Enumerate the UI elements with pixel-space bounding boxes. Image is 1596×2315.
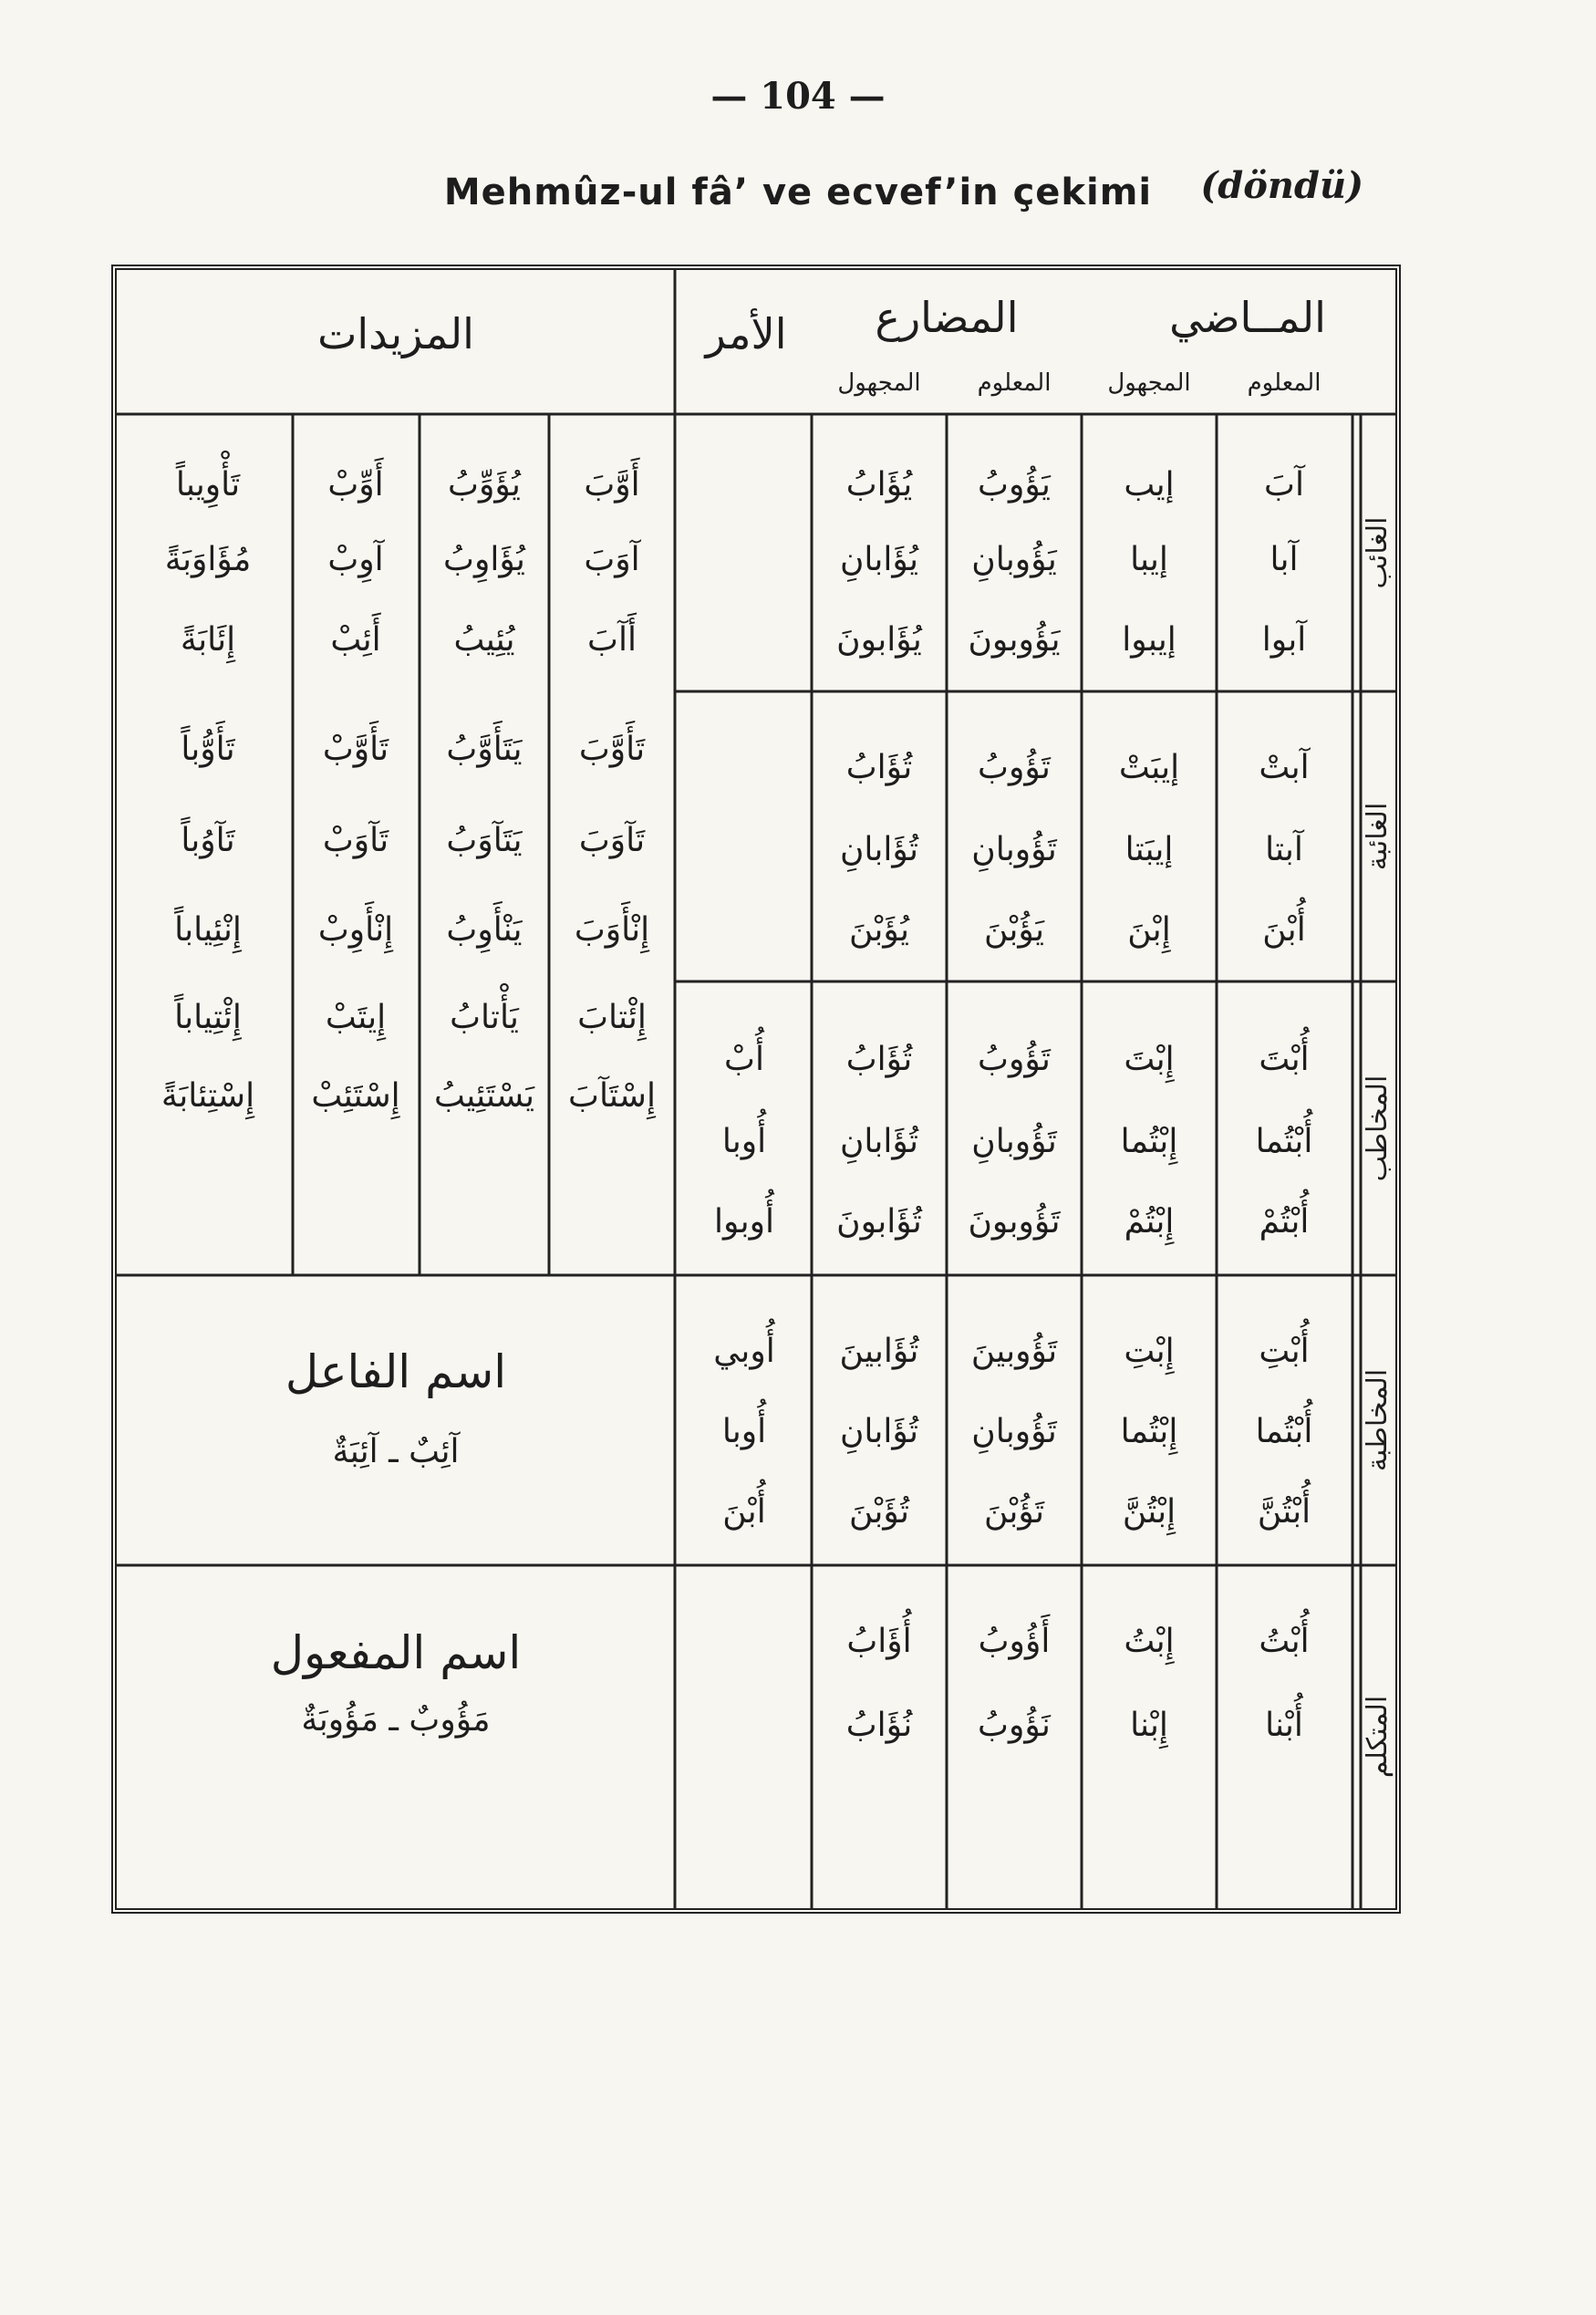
mazidat-madi: تَأَوَّبَ bbox=[578, 731, 646, 768]
ism-maful-title: اسم المفعول bbox=[270, 1626, 522, 1679]
mazidat-madi: أَآبَ bbox=[587, 621, 637, 659]
cell-majhul-madi: إِبْتَ bbox=[1124, 1041, 1175, 1078]
mazidat-madi: إِسْتَآبَ bbox=[568, 1077, 656, 1115]
cell-majhul-madi: إيب bbox=[1124, 466, 1175, 503]
cell-majhul-madi: إِبْتُما bbox=[1120, 1413, 1178, 1450]
mazidat-masdar: مُؤَاوَبَةً bbox=[164, 541, 252, 578]
section-label: المخاطب bbox=[1362, 1074, 1394, 1182]
cell-amr: أُوبا bbox=[721, 1413, 767, 1450]
cell-maalum-mudari: أَؤُوبُ bbox=[978, 1623, 1051, 1660]
mazidat-mudari: يَتَآوَبُ bbox=[446, 822, 523, 859]
mazidat-amr: أَوِّبْ bbox=[327, 466, 384, 503]
mazidat-amr: إِنْأَوِبْ bbox=[317, 911, 394, 949]
mazidat-amr: إِسْتَئِبْ bbox=[311, 1077, 400, 1115]
mazidat-masdar: إِسْتِئابَةً bbox=[161, 1077, 255, 1115]
cell-amr: أُبْ bbox=[724, 1041, 764, 1078]
cell-majhul-madi: إيبوا bbox=[1122, 621, 1176, 659]
cell-majhul-mudari: يُؤَابونَ bbox=[836, 621, 922, 659]
cell-amr: أُوبا bbox=[721, 1123, 767, 1160]
ism-maful-forms: مَؤُوبٌ ـ مَؤُوبَةٌ bbox=[301, 1701, 491, 1739]
cell-maalum-madi: آبَ bbox=[1264, 466, 1304, 503]
cell-majhul-madi: إِبْتُما bbox=[1120, 1123, 1178, 1160]
cell-majhul-mudari: تُؤَابانِ bbox=[839, 1123, 919, 1160]
cell-majhul-madi: إِبْتُمْ bbox=[1124, 1203, 1175, 1241]
cell-maalum-mudari: تَؤُوبينَ bbox=[970, 1333, 1058, 1370]
cell-majhul-madi: إيبا bbox=[1130, 541, 1168, 578]
cell-maalum-mudari: نَؤُوبُ bbox=[978, 1707, 1051, 1744]
header-maalum-madi: المعلوم bbox=[1247, 369, 1321, 397]
cell-maalum-madi: أُبْنَ bbox=[1262, 911, 1306, 949]
mazidat-amr: تَأَوَّبْ bbox=[322, 731, 389, 768]
cell-maalum-mudari: تَؤُوبانِ bbox=[971, 831, 1057, 868]
cell-majhul-madi: إِبْنَ bbox=[1127, 911, 1171, 949]
cell-majhul-madi: إِبْتُ bbox=[1124, 1623, 1175, 1660]
cell-maalum-madi: آبتا bbox=[1265, 831, 1303, 868]
cell-majhul-madi: إيبَتْ bbox=[1118, 749, 1180, 786]
mazidat-masdar: إِئَابَةً bbox=[180, 621, 236, 659]
cell-majhul-mudari: أُؤَابُ bbox=[846, 1623, 912, 1660]
cell-maalum-madi: أُبْتُما bbox=[1255, 1123, 1313, 1160]
mazidat-mudari: يُئِيبُ bbox=[453, 621, 515, 659]
cell-majhul-mudari: تُؤَبْنَ bbox=[848, 1493, 910, 1531]
cell-maalum-mudari: تَؤُبْنَ bbox=[983, 1493, 1045, 1531]
cell-maalum-mudari: يَؤُوبانِ bbox=[971, 541, 1057, 578]
cell-majhul-madi: إِبْتِ bbox=[1124, 1333, 1175, 1370]
conjugation-table bbox=[111, 265, 1401, 1914]
cell-maalum-mudari: تَؤُوبُ bbox=[978, 749, 1051, 786]
mazidat-madi: آوَبَ bbox=[584, 541, 640, 578]
mazidat-amr: إِيتَبْ bbox=[325, 999, 387, 1036]
section-label: المخاطبة bbox=[1362, 1368, 1394, 1472]
cell-maalum-mudari: تَؤُوبانِ bbox=[971, 1413, 1057, 1450]
mazidat-amr: أَئِبْ bbox=[330, 621, 381, 659]
mazidat-madi: تَآوَبَ bbox=[578, 822, 646, 859]
cell-maalum-madi: أُبْتُنَّ bbox=[1257, 1493, 1311, 1531]
mazidat-amr: تَآوَبْ bbox=[322, 822, 389, 859]
cell-maalum-mudari: تَؤُوبانِ bbox=[971, 1123, 1057, 1160]
page-number: — 104 — bbox=[710, 75, 886, 118]
cell-maalum-madi: آبا bbox=[1270, 541, 1299, 578]
page-title: Mehmûz-ul fâ’ ve ecvef’in çekimi bbox=[443, 171, 1153, 213]
mazidat-mudari: يَنْأَوِبُ bbox=[446, 911, 523, 949]
cell-maalum-madi: آبوا bbox=[1261, 621, 1307, 659]
mazidat-mudari: يَأْتابُ bbox=[450, 999, 519, 1036]
cell-maalum-madi: أُبْتَ bbox=[1259, 1041, 1310, 1078]
cell-maalum-mudari: يَؤُوبُ bbox=[978, 466, 1051, 503]
cell-majhul-madi: إِبْتُنَّ bbox=[1122, 1493, 1176, 1531]
header-maalum-mudari: المعلوم bbox=[977, 369, 1052, 397]
section-label: الغائبة bbox=[1362, 802, 1394, 871]
mazidat-mudari: يَسْتَئِيبُ bbox=[433, 1077, 535, 1115]
cell-maalum-madi: أُبْتُما bbox=[1255, 1413, 1313, 1450]
cell-maalum-mudari: تَؤُوبونَ bbox=[968, 1203, 1061, 1241]
ism-fail-forms: آئِبٌ ـ آئِبَةٌ bbox=[332, 1433, 460, 1470]
header-amr: الأمر bbox=[705, 309, 787, 358]
cell-maalum-mudari: يَؤُبْنَ bbox=[983, 911, 1045, 949]
mazidat-madi: أَوَّبَ bbox=[584, 466, 640, 503]
mazidat-masdar: تَآوُباً bbox=[181, 822, 235, 859]
mazidat-amr: آوِبْ bbox=[327, 541, 384, 578]
mazidat-masdar: تَأَوُّباً bbox=[181, 731, 235, 768]
page-note: (döndü) bbox=[1200, 164, 1363, 207]
cell-maalum-mudari: يَؤُوبونَ bbox=[968, 621, 1061, 659]
section-label: الغائب bbox=[1362, 516, 1394, 589]
cell-majhul-mudari: نُؤَابُ bbox=[845, 1707, 913, 1744]
cell-majhul-mudari: تُؤَابينَ bbox=[839, 1333, 919, 1370]
cell-majhul-mudari: تُؤَابُ bbox=[845, 749, 913, 786]
header-majhul-mudari: المجهول bbox=[837, 369, 921, 397]
mazidat-madi: إِنْأَوَبَ bbox=[574, 911, 650, 949]
cell-majhul-mudari: يُؤَبْنَ bbox=[848, 911, 910, 949]
cell-maalum-madi: أُبْتُمْ bbox=[1259, 1203, 1310, 1241]
mazidat-masdar: إِئْتِياباً bbox=[174, 999, 242, 1036]
cell-majhul-mudari: تُؤَابانِ bbox=[839, 831, 919, 868]
header-majhul-madi: المجهول bbox=[1107, 369, 1191, 397]
cell-maalum-mudari: تَؤُوبُ bbox=[978, 1041, 1051, 1078]
cell-amr: أُوبوا bbox=[713, 1203, 775, 1241]
mazidat-masdar: إِنْئِياباً bbox=[174, 911, 242, 949]
cell-maalum-madi: آبتْ bbox=[1259, 749, 1310, 786]
cell-majhul-mudari: يُؤَابُ bbox=[845, 466, 913, 503]
cell-amr: أُوبي bbox=[713, 1333, 775, 1370]
ism-fail-title: اسم الفاعل bbox=[285, 1345, 507, 1398]
cell-majhul-mudari: تُؤَابُ bbox=[845, 1041, 913, 1078]
section-label: المتكلم bbox=[1362, 1695, 1394, 1779]
header-mazidat: المزيدات bbox=[317, 309, 474, 358]
header-madi: المــاضي bbox=[1169, 293, 1326, 342]
cell-majhul-madi: إِبْنا bbox=[1130, 1707, 1168, 1744]
cell-majhul-mudari: تُؤَابونَ bbox=[836, 1203, 922, 1241]
cell-majhul-madi: إيبَتا bbox=[1124, 831, 1174, 868]
cell-maalum-madi: أُبْتُ bbox=[1259, 1623, 1310, 1660]
mazidat-mudari: يُؤَوِّبُ bbox=[448, 466, 521, 503]
mazidat-masdar: تَأْوِيباً bbox=[175, 466, 241, 503]
cell-majhul-mudari: تُؤَابانِ bbox=[839, 1413, 919, 1450]
cell-maalum-madi: أُبْنا bbox=[1265, 1707, 1303, 1744]
cell-amr: أُبْنَ bbox=[722, 1493, 766, 1531]
mazidat-madi: إِئْتابَ bbox=[577, 999, 647, 1036]
mazidat-mudari: يُؤَاوِبُ bbox=[443, 541, 525, 578]
cell-maalum-madi: أُبْتِ bbox=[1259, 1333, 1310, 1370]
mazidat-mudari: يَتَأَوَّبُ bbox=[446, 731, 523, 768]
cell-majhul-mudari: يُؤَابانِ bbox=[839, 541, 919, 578]
header-mudari: المضارع bbox=[875, 293, 1019, 342]
